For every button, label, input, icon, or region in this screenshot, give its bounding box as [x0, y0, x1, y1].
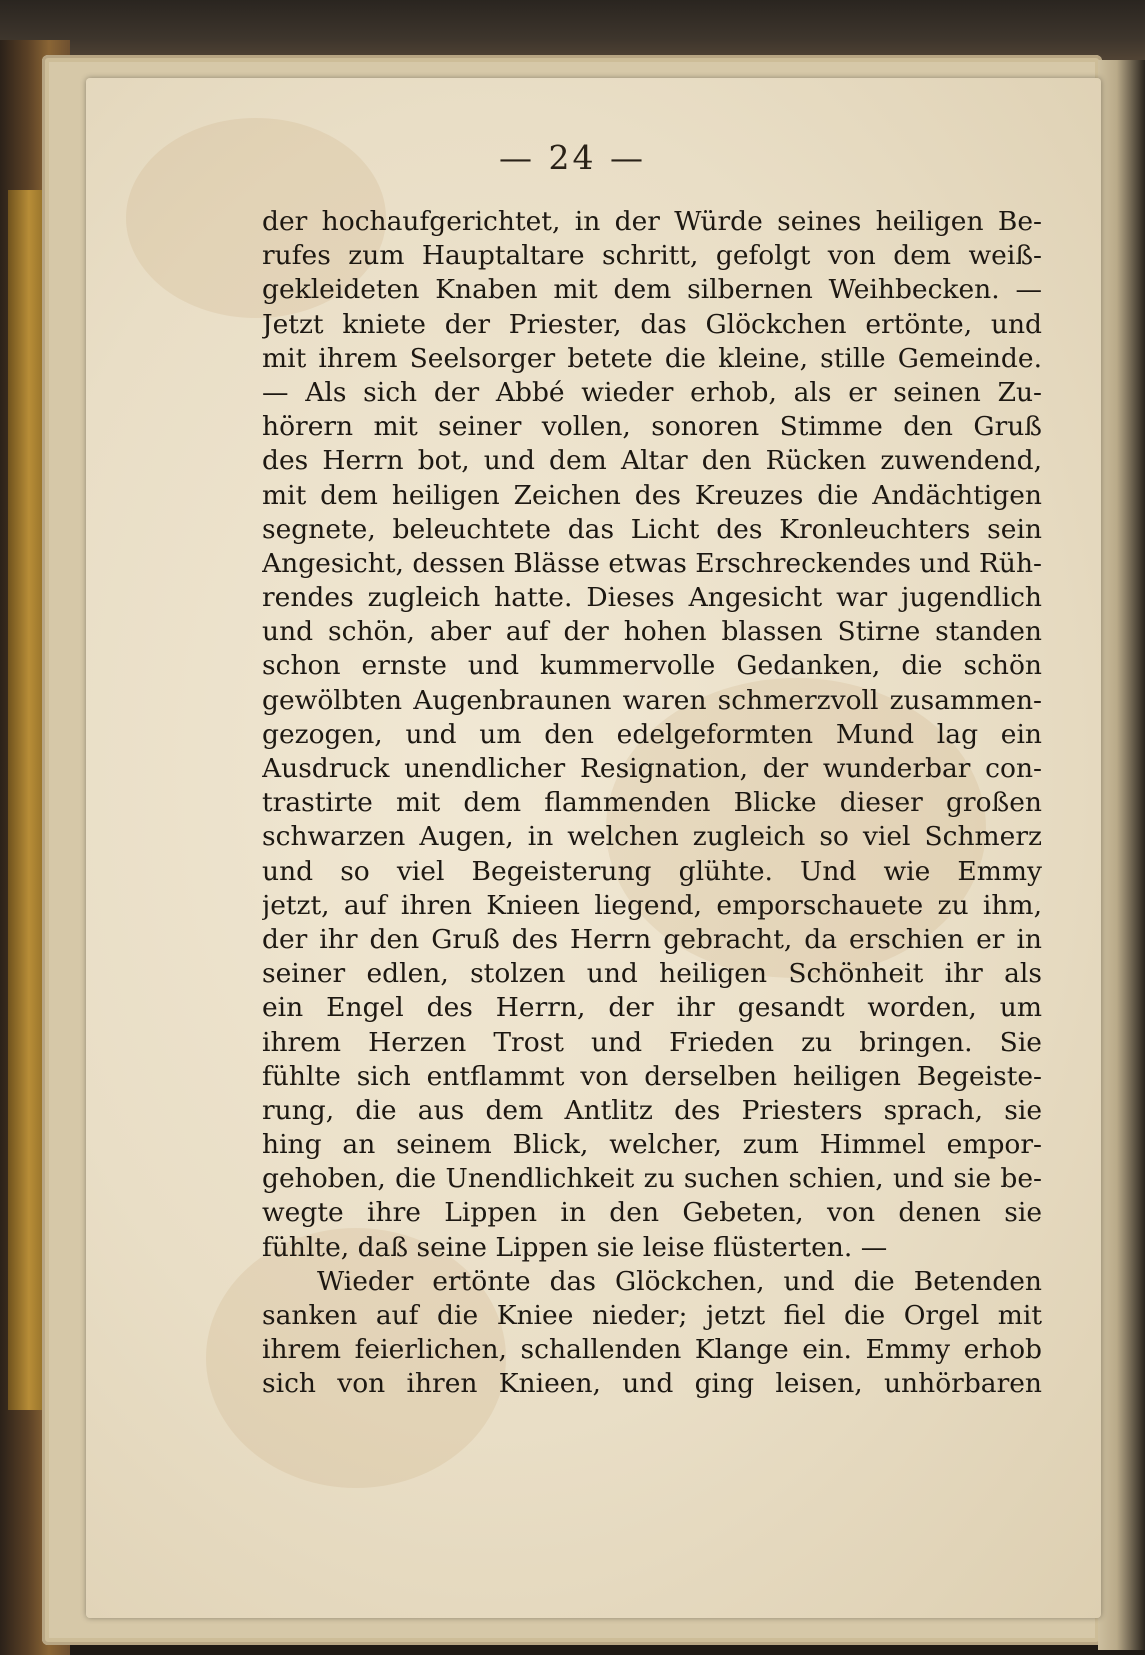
page-number: — 24 —: [499, 138, 646, 177]
text-line: fühlte, daß seine Lippen sie leise flüsterten. —: [262, 1231, 888, 1263]
text-line: trastirte mit dem flammenden Blicke dieser großen: [262, 787, 1042, 819]
text-line: Ausdruck unendlicher Resignation, der wunderbar con-: [262, 753, 1042, 784]
text-line: fühlte sich entflammt von derselben heiligen Begeiste-: [262, 1060, 1042, 1092]
text-line: seiner edlen, stolzen und heiligen Schönheit ihr als: [262, 958, 1042, 990]
text-line: ihrem Herzen Trost und Frieden zu bringen. Sie: [262, 1026, 1042, 1058]
text-line: gekleideten Knaben mit dem silbernen Weihbecken. —: [262, 274, 1042, 306]
text-line: hing an seinem Blick, welcher, zum Himmel empor-: [262, 1129, 1042, 1161]
text-line: und so viel Begeisterung glühte. Und wie Emmy: [262, 855, 1042, 887]
text-line: hörern mit seiner vollen, sonoren Stimme den Gruß: [262, 411, 1042, 443]
text-line: mit ihrem Seelsorger betete die kleine, stille Gemeinde.: [262, 342, 1042, 374]
text-line: rendes zugleich hatte. Dieses Angesicht war jugendlich: [262, 582, 1042, 614]
text-line: sanken auf die Kniee nieder; jetzt fiel die Orgel mit: [262, 1300, 1042, 1331]
body-text: [262, 205, 1042, 1402]
text-line: rung, die aus dem Antlitz des Priesters sprach, sie: [262, 1094, 1042, 1126]
text-line: schwarzen Augen, in welchen zugleich so viel Schmerz: [262, 821, 1042, 853]
text-line: ihrem feierlichen, schallenden Klange ein. Emmy erhob: [262, 1334, 1042, 1366]
text-line: wegte ihre Lippen in den Gebeten, von denen sie: [262, 1197, 1042, 1229]
text-line: ein Engel des Herrn, der ihr gesandt worden, um: [262, 992, 1042, 1024]
text-line: sich von ihren Knieen, und ging leisen, unhörbaren: [262, 1368, 1042, 1400]
text-line: segnete, beleuchtete das Licht des Kronleuchters sein: [262, 513, 1042, 545]
text-line: jetzt, auf ihren Knieen liegend, emporschauete zu ihm,: [262, 889, 1042, 921]
text-line: Angesicht, dessen Blässe etwas Erschreckendes und Rüh-: [262, 547, 1042, 579]
text-line: des Herrn bot, und dem Altar den Rücken zuwendend,: [262, 445, 1042, 477]
text-line: Jetzt kniete der Priester, das Glöckchen ertönte, und: [262, 308, 1042, 340]
text-line: gewölbten Augenbraunen waren schmerzvoll zusammen-: [262, 684, 1042, 716]
text-line: Wieder ertönte das Glöckchen, und die Betenden: [317, 1265, 1042, 1297]
page-right-edge: [1098, 60, 1145, 1650]
text-line: rufes zum Hauptaltare schritt, gefolgt von dem weiß-: [262, 240, 1042, 272]
text-line: schon ernste und kummervolle Gedanken, die schön: [262, 650, 1042, 682]
text-line: — Als sich der Abbé wieder erhob, als er seinen Zu-: [262, 376, 1042, 408]
text-line: und schön, aber auf der hohen blassen Stirne standen: [262, 616, 1042, 648]
text-line: gezogen, und um den edelgeformten Mund lag ein: [262, 718, 1042, 750]
text-line: der hochaufgerichtet, in der Würde seines heiligen Be-: [262, 206, 1042, 237]
text-line: mit dem heiligen Zeichen des Kreuzes die Andächtigen: [262, 479, 1042, 511]
text-line: der ihr den Gruß des Herrn gebracht, da erschien er in: [262, 923, 1042, 955]
text-line: gehoben, die Unendlichkeit zu suchen schien, und sie be-: [262, 1163, 1042, 1195]
